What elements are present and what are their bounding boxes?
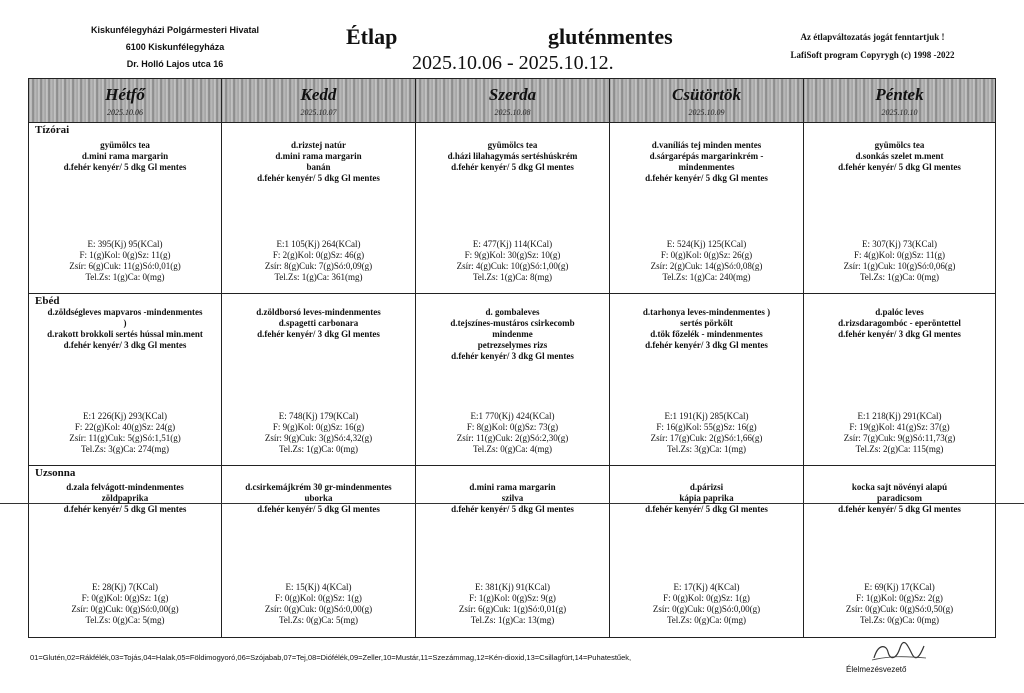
food-item: zöldpaprika: [101, 493, 149, 503]
food-list: [610, 307, 803, 351]
food-item: d.fehér kenyér/ 5 dkg Gl mentes: [645, 173, 768, 183]
nutrition-info: [222, 411, 415, 455]
menu-cell-breakfast: [610, 124, 803, 293]
food-list: [222, 307, 415, 340]
food-item: d.fehér kenyér/ 5 dkg Gl mentes: [645, 504, 768, 514]
nutrition-line: Tel.Zs: 1(g)Ca: 8(mg): [472, 272, 553, 282]
food-item: d.csirkemájkrém 30 gr-mindenmentes: [245, 482, 392, 492]
nutrition-line: Tel.Zs: 1(g)Ca: 13(mg): [470, 615, 555, 625]
nutrition-line: F: 1(g)Kol: 0(g)Sz: 11(g): [79, 250, 171, 260]
menu-cell-lunch: [416, 295, 609, 465]
day-date: 2025.10.09: [688, 108, 725, 117]
food-item: kocka sajt növényi alapú: [851, 482, 948, 492]
nutrition-line: E: 69(Kj) 17(KCal): [864, 582, 935, 592]
nutrition-line: E: 381(Kj) 91(KCal): [475, 582, 550, 592]
day-date: 2025.10.10: [881, 108, 918, 117]
nutrition-line: Tel.Zs: 1(g)Ca: 0(mg): [85, 272, 165, 282]
nutrition-line: F: 8(g)Kol: 0(g)Sz: 73(g): [466, 422, 559, 432]
menu-cell-lunch: [29, 295, 221, 465]
food-item: d.fehér kenyér/ 5 dkg Gl mentes: [451, 504, 574, 514]
nutrition-line: E:1 105(Kj) 264(KCal): [276, 239, 361, 249]
food-list: [804, 482, 995, 515]
org-street: Dr. Holló Lajos utca 16: [126, 59, 224, 69]
nutrition-line: Tel.Zs: 0(g)Ca: 5(mg): [85, 615, 165, 625]
day-header: [610, 79, 803, 123]
section-label-breakfast: Tízórai: [35, 124, 70, 136]
nutrition-line: Zsír: 8(g)Cuk: 7(g)Só:0,09(g): [264, 261, 373, 271]
menu-subtitle: gluténmentes: [548, 24, 673, 49]
organization-header: [60, 22, 290, 73]
nutrition-line: Zsír: 2(g)Cuk: 14(g)Só:0,08(g): [650, 261, 763, 271]
food-list: [222, 482, 415, 515]
nutrition-line: Tel.Zs: 1(g)Ca: 240(mg): [662, 272, 751, 282]
signature-label: Élelmezésvezető: [846, 665, 907, 674]
food-list: [804, 307, 995, 340]
nutrition-line: E: 477(Kj) 114(KCal): [472, 239, 553, 249]
nutrition-line: Zsír: 17(g)Cuk: 2(g)Só:1,66(g): [650, 433, 763, 443]
menu-cell-lunch: [222, 295, 415, 465]
food-item: d.mini rama margarin: [81, 151, 169, 161]
menu-cell-breakfast: [416, 124, 609, 293]
nutrition-line: Zsír: 0(g)Cuk: 0(g)Só:0,50(g): [845, 604, 954, 614]
nutrition-line: F: 9(g)Kol: 30(g)Sz: 10(g): [464, 250, 561, 260]
menu-cell-snack: [29, 467, 221, 637]
food-list: [416, 140, 609, 173]
nutrition-info: [222, 582, 415, 626]
food-item: d.fehér kenyér/ 3 dkg Gl mentes: [257, 329, 380, 339]
food-item: ): [123, 318, 127, 328]
food-item: d. gombaleves: [485, 307, 540, 317]
nutrition-line: Tel.Zs: 3(g)Ca: 1(mg): [666, 444, 747, 454]
food-item: kápia paprika: [679, 493, 734, 503]
nutrition-info: [804, 582, 995, 626]
nutrition-line: F: 19(g)Kol: 41(g)Sz: 37(g): [849, 422, 950, 432]
menu-cell-snack: [804, 467, 995, 637]
menu-cell-breakfast: [29, 124, 221, 293]
food-item: d.palóc leves: [875, 307, 924, 317]
nutrition-line: E: 17(Kj) 4(KCal): [673, 582, 740, 592]
menu-cell-snack: [416, 467, 609, 637]
copyright-notice: LafiSoft program Copyrygh (c) 1998 -2022: [790, 50, 955, 60]
nutrition-line: Zsír: 4(g)Cuk: 10(g)Só:1,00(g): [456, 261, 569, 271]
day-name: Szerda: [488, 85, 537, 104]
menu-cell-lunch: [610, 295, 803, 465]
food-item: d.rizsdaragombóc - eperöntettel: [838, 318, 961, 328]
day-name: Hétfő: [105, 85, 145, 104]
nutrition-line: Zsír: 0(g)Cuk: 0(g)Só:0,00(g): [264, 604, 373, 614]
section-divider: [29, 465, 995, 466]
food-list: [29, 140, 221, 173]
nutrition-line: Tel.Zs: 1(g)Ca: 0(mg): [278, 444, 359, 454]
food-item: mindenme: [492, 329, 533, 339]
nutrition-line: Tel.Zs: 1(g)Ca: 361(mg): [274, 272, 363, 282]
nutrition-line: E: 15(Kj) 4(KCal): [285, 582, 352, 592]
food-list: [610, 482, 803, 515]
nutrition-line: F: 0(g)Kol: 0(g)Sz: 26(g): [660, 250, 753, 260]
food-item: d.fehér kenyér/ 3 dkg Gl mentes: [645, 340, 768, 350]
menu-grid: [28, 78, 996, 638]
nutrition-line: Tel.Zs: 3(g)Ca: 274(mg): [80, 444, 170, 454]
nutrition-line: E:1 770(Kj) 424(KCal): [470, 411, 555, 421]
nutrition-line: E: 395(Kj) 95(KCal): [87, 239, 163, 249]
food-item: d.zöldborsó leves-mindenmentes: [256, 307, 381, 317]
food-item: d.tejszínes-mustáros csirkecomb: [450, 318, 575, 328]
food-list: [804, 140, 995, 173]
food-item: d.zöldségleves mapvaros -mindenmentes: [47, 307, 203, 317]
food-item: d.fehér kenyér/ 5 dkg Gl mentes: [63, 162, 187, 172]
food-item: mindenmentes: [678, 162, 735, 172]
food-list: [222, 140, 415, 184]
food-item: szilva: [501, 493, 524, 503]
nutrition-line: Zsír: 0(g)Cuk: 0(g)Só:0,00(g): [71, 604, 179, 614]
nutrition-line: F: 1(g)Kol: 0(g)Sz: 9(g): [469, 593, 556, 603]
nutrition-line: F: 0(g)Kol: 0(g)Sz: 1(g): [663, 593, 750, 603]
section-label-lunch: Ebéd: [35, 295, 60, 307]
food-item: d.rizstej natúr: [291, 140, 346, 150]
nutrition-line: Zsír: 11(g)Cuk: 5(g)Só:1,51(g): [69, 433, 181, 443]
nutrition-info: [610, 411, 803, 455]
nutrition-line: Tel.Zs: 1(g)Ca: 0(mg): [859, 272, 940, 282]
day-header: [416, 79, 609, 123]
nutrition-line: Zsír: 6(g)Cuk: 1(g)Só:0,01(g): [458, 604, 567, 614]
nutrition-line: E: 524(Kj) 125(KCal): [666, 239, 747, 249]
food-item: d.tarhonya leves-mindenmentes ): [642, 307, 771, 317]
food-item: d.házi lilahagymás sertéshúskrém: [447, 151, 578, 161]
menu-cell-lunch: [804, 295, 995, 465]
food-item: paradicsom: [877, 493, 922, 503]
food-item: uborka: [304, 493, 333, 503]
food-item: d.fehér kenyér/ 5 dkg Gl mentes: [257, 173, 380, 183]
food-item: petrezselymes rizs: [477, 340, 548, 350]
food-item: d.zala felvágott-mindenmentes: [66, 482, 184, 492]
section-label-snack: Uzsonna: [35, 467, 76, 479]
nutrition-line: Zsír: 11(g)Cuk: 2(g)Só:2,30(g): [456, 433, 569, 443]
nutrition-line: F: 4(g)Kol: 0(g)Sz: 11(g): [854, 250, 945, 260]
org-city: 6100 Kiskunfélegyháza: [125, 42, 225, 52]
day-header: [222, 79, 415, 123]
food-item: d.vaníliás tej minden mentes: [651, 140, 762, 150]
day-date: 2025.10.06: [107, 108, 143, 117]
day-header: [29, 79, 221, 123]
nutrition-line: Tel.Zs: 0(g)Ca: 5(mg): [278, 615, 359, 625]
day-name: Péntek: [875, 85, 924, 104]
day-name: Kedd: [300, 85, 337, 104]
food-item: d.fehér kenyér/ 5 dkg Gl mentes: [63, 504, 187, 514]
food-item: d.fehér kenyér/ 5 dkg Gl mentes: [838, 162, 961, 172]
day-date: 2025.10.08: [494, 108, 531, 117]
nutrition-line: Tel.Zs: 2(g)Ca: 115(mg): [855, 444, 944, 454]
food-item: d.sárgarépás margarinkrém -: [649, 151, 764, 161]
nutrition-line: E:1 191(Kj) 285(KCal): [664, 411, 749, 421]
nutrition-info: [29, 239, 221, 283]
food-item: d.fehér kenyér/ 5 dkg Gl mentes: [257, 504, 380, 514]
food-item: gyümölcs tea: [874, 140, 925, 150]
menu-cell-breakfast: [804, 124, 995, 293]
nutrition-line: Zsír: 0(g)Cuk: 0(g)Só:0,00(g): [652, 604, 761, 614]
rights-header: [760, 28, 985, 64]
nutrition-line: F: 16(g)Kol: 55(g)Sz: 16(g): [656, 422, 757, 432]
nutrition-line: F: 0(g)Kol: 0(g)Sz: 1(g): [275, 593, 362, 603]
date-range: 2025.10.06 - 2025.10.12.: [412, 52, 614, 74]
nutrition-line: Tel.Zs: 0(g)Ca: 4(mg): [472, 444, 553, 454]
org-name: Kiskunfélegyházi Polgármesteri Hivatal: [90, 25, 260, 35]
nutrition-info: [804, 411, 995, 455]
food-item: d.spagetti carbonara: [278, 318, 359, 328]
food-item: d.sonkás szelet m.ment: [855, 151, 944, 161]
nutrition-info: [29, 411, 221, 455]
section-divider: [29, 293, 995, 294]
nutrition-line: Zsír: 9(g)Cuk: 3(g)Só:4,32(g): [264, 433, 373, 443]
nutrition-line: Tel.Zs: 0(g)Ca: 0(mg): [859, 615, 940, 625]
food-item: d.tök főzelék - mindenmentes: [650, 329, 763, 339]
nutrition-info: [416, 411, 609, 455]
nutrition-line: Zsír: 1(g)Cuk: 10(g)Só:0,06(g): [843, 261, 956, 271]
food-item: gyümölcs tea: [100, 140, 150, 150]
nutrition-line: E:1 218(Kj) 291(KCal): [857, 411, 942, 421]
food-list: [416, 482, 609, 515]
allergen-legend: 01=Glutén,02=Rákfélék,03=Tojás,04=Halak,05=Földimogyoró,06=Szójabab,07=Tej,08=Diófélék,09=Zeller,10=Mustár,11=Szezámmag,12=Kén-dioxid,13=Csillagfürt,14=Puhatestűek,: [30, 653, 632, 662]
nutrition-info: [416, 239, 609, 283]
food-item: d.fehér kenyér/ 3 dkg Gl mentes: [451, 351, 574, 361]
food-item: gyümölcs tea: [487, 140, 538, 150]
day-name: Csütörtök: [672, 85, 741, 104]
food-item: banán: [306, 162, 331, 172]
nutrition-info: [29, 582, 221, 626]
nutrition-line: E: 748(Kj) 179(KCal): [278, 411, 359, 421]
food-item: d.mini rama margarin: [275, 151, 362, 161]
food-list: [416, 307, 609, 362]
food-list: [29, 482, 221, 515]
nutrition-info: [610, 239, 803, 283]
menu-cell-snack: [222, 467, 415, 637]
nutrition-info: [610, 582, 803, 626]
menu-cell-snack: [610, 467, 803, 637]
food-item: d.rakott brokkoli sertés hússal min.ment: [47, 329, 203, 339]
nutrition-info: [416, 582, 609, 626]
food-list: [29, 307, 221, 351]
menu-title: Étlap: [346, 24, 398, 49]
nutrition-line: E: 307(Kj) 73(KCal): [862, 239, 937, 249]
nutrition-info: [804, 239, 995, 283]
day-date: 2025.10.07: [300, 108, 337, 117]
nutrition-line: F: 2(g)Kol: 0(g)Sz: 46(g): [272, 250, 365, 260]
food-item: d.fehér kenyér/ 3 dkg Gl mentes: [838, 329, 961, 339]
food-item: d.párizsi: [689, 482, 724, 492]
nutrition-line: Tel.Zs: 0(g)Ca: 0(mg): [666, 615, 747, 625]
rights-notice: Az étlapváltozatás jogát fenntartjuk !: [800, 32, 945, 42]
nutrition-line: F: 0(g)Kol: 0(g)Sz: 1(g): [81, 593, 169, 603]
food-list: [610, 140, 803, 184]
signature-scribble: [868, 640, 928, 664]
nutrition-line: F: 22(g)Kol: 40(g)Sz: 24(g): [74, 422, 176, 432]
food-item: d.fehér kenyér/ 5 dkg Gl mentes: [451, 162, 574, 172]
food-item: d.fehér kenyér/ 3 dkg Gl mentes: [63, 340, 187, 350]
menu-cell-breakfast: [222, 124, 415, 293]
nutrition-line: F: 9(g)Kol: 0(g)Sz: 16(g): [272, 422, 365, 432]
day-header: [804, 79, 995, 123]
food-item: sertés pörkölt: [680, 318, 733, 328]
nutrition-line: Zsír: 6(g)Cuk: 11(g)Só:0,01(g): [69, 261, 181, 271]
nutrition-line: E:1 226(Kj) 293(KCal): [83, 411, 167, 421]
nutrition-line: E: 28(Kj) 7(KCal): [92, 582, 158, 592]
nutrition-line: Zsír: 7(g)Cuk: 9(g)Só:11,73(g): [843, 433, 956, 443]
nutrition-info: [222, 239, 415, 283]
nutrition-line: F: 1(g)Kol: 0(g)Sz: 2(g): [856, 593, 943, 603]
scan-fold-line: [0, 503, 1024, 504]
food-item: d.fehér kenyér/ 5 dkg Gl mentes: [838, 504, 961, 514]
food-item: d.mini rama margarin: [469, 482, 556, 492]
